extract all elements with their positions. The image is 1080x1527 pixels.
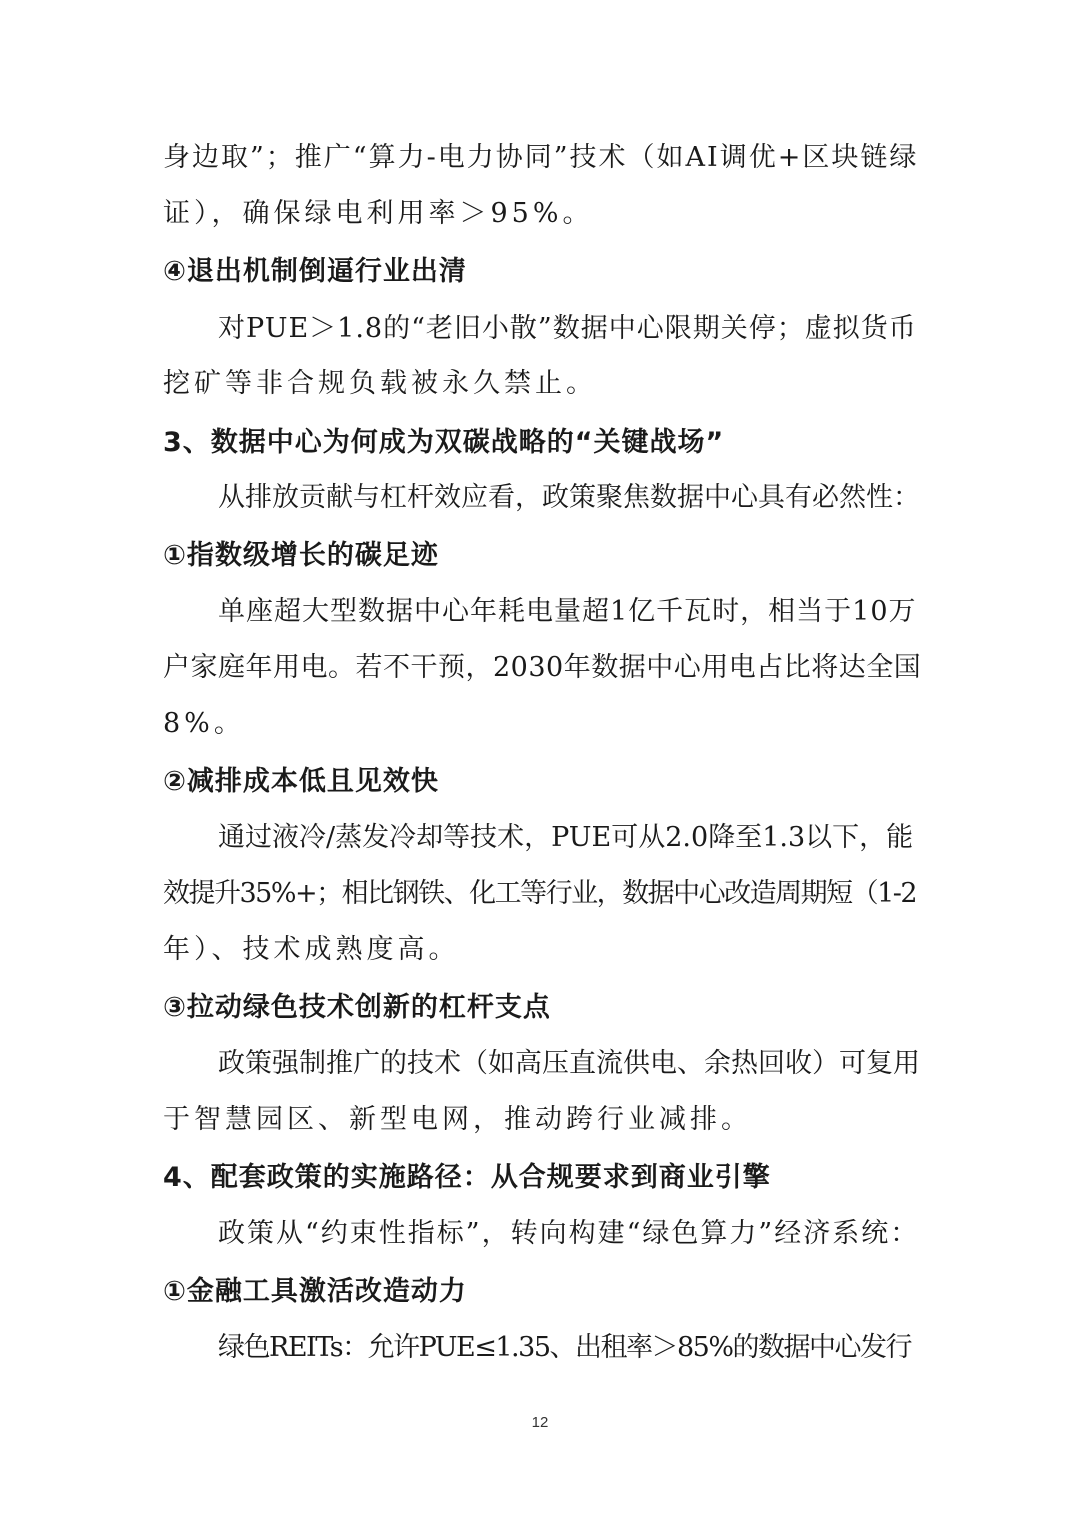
body-text-line: 政策强制推广的技术（如高压直流供电、余热回收）可复用 xyxy=(218,1048,920,1079)
body-text-line: 身边取”；推广“算力-电力协同”技术（如AI调优+区块链绿 xyxy=(163,142,919,173)
body-text-line: 8%。 xyxy=(163,708,245,739)
list-heading: ④退出机制倒逼行业出清 xyxy=(163,256,467,287)
list-heading: ②减排成本低且见效快 xyxy=(163,766,439,797)
body-text-line: 效提升35%+；相比钢铁、化工等行业，数据中心改造周期短（1-2 xyxy=(163,878,917,909)
page-number: 12 xyxy=(531,1414,549,1431)
list-heading: ①指数级增长的碳足迹 xyxy=(163,540,439,571)
body-text-line: 户家庭年用电。若不干预，2030年数据中心用电占比将达全国 xyxy=(163,652,922,683)
body-text-line: 年）、技术成熟度高。 xyxy=(163,934,460,965)
body-text-line: 绿色REITs：允许PUE≤1.35、出租率＞85%的数据中心发行 xyxy=(218,1332,912,1363)
body-text-line: 通过液冷/蒸发冷却等技术，PUE可从2.0降至1.3以下，能 xyxy=(218,822,914,853)
body-text-line: 挖矿等非合规负载被永久禁止。 xyxy=(163,368,597,399)
body-text-line: 对PUE＞1.8的“老旧小散”数据中心限期关停；虚拟货币 xyxy=(218,313,917,344)
body-text-line: 单座超大型数据中心年耗电量超1亿千瓦时，相当于10万 xyxy=(218,596,917,627)
section-heading: 3、数据中心为何成为双碳战略的“关键战场” xyxy=(163,427,725,458)
body-text-line: 政策从“约束性指标”，转向构建“绿色算力”经济系统： xyxy=(218,1218,920,1249)
section-heading: 4、配套政策的实施路径：从合规要求到商业引擎 xyxy=(163,1162,771,1193)
list-heading: ①金融工具激活改造动力 xyxy=(163,1276,467,1307)
body-text-line: 于智慧园区、新型电网，推动跨行业减排。 xyxy=(163,1104,752,1135)
body-text-line: 证），确保绿电利用率＞95%。 xyxy=(163,198,594,229)
list-heading: ③拉动绿色技术创新的杠杆支点 xyxy=(163,992,551,1023)
body-text-line: 从排放贡献与杠杆效应看，政策聚焦数据中心具有必然性： xyxy=(218,482,920,513)
